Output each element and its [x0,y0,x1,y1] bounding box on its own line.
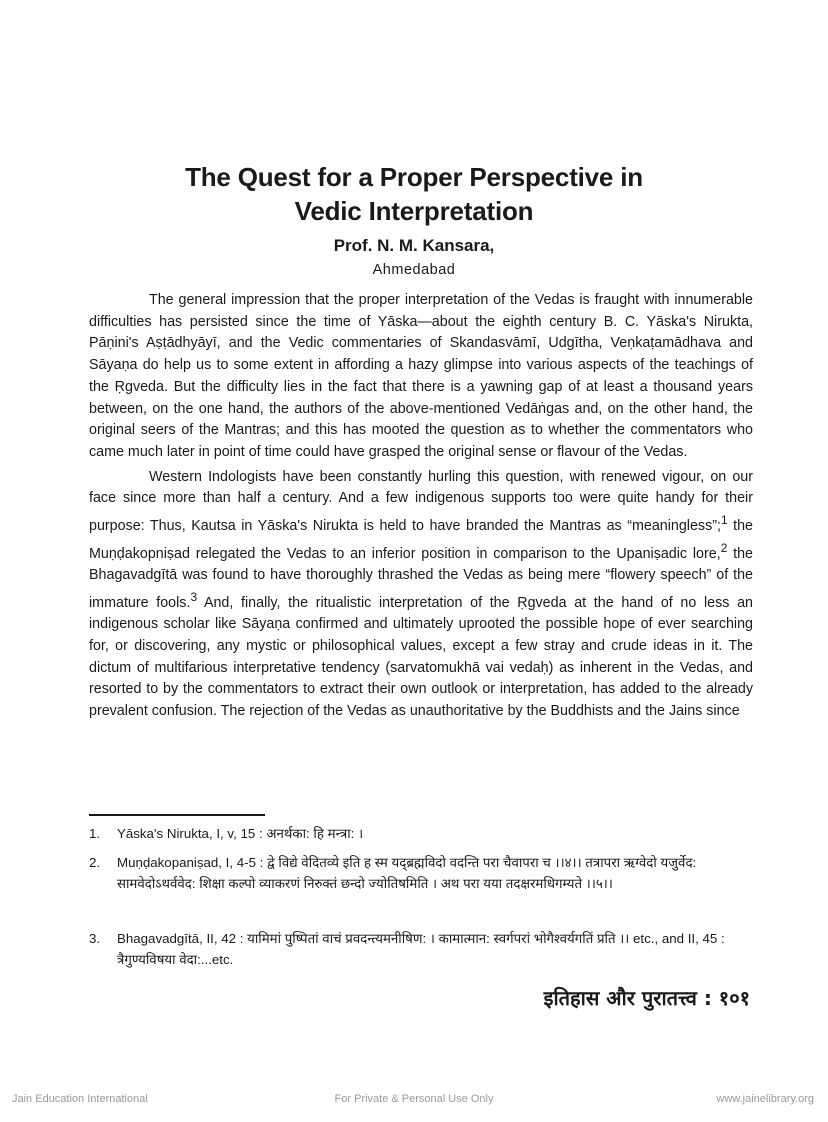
footnote-3 [89,928,753,970]
footnote-text: Muṇḍakopaniṣad, I, 4-5 : द्वे विद्ये वेदितव्ये इति ह स्म यद्ब्रह्मविदो वदन्ति परा चैवापरा च ।।४।। तत्रापरा ऋग्वेदो यजुर्वेद: सामवेदोऽथर्ववेद: शिक्षा कल्पो व्याकरणं निरुक्तं छन्दो ज्योतिषमिति । अथ परा यया तदक्षरमधिगम्यते ।।५।। [117,855,697,891]
watermark-right: www.jainelibrary.org [716,1093,814,1105]
author-name: Prof. N. M. Kansara, [333,236,495,255]
footnote-ref-2: 2 [720,540,728,555]
paragraph-2-text-c: the Bhagavadgītā was found to have thoroughly thrashed the Vedas as being mere “flowery speech” of the immature fools. [89,545,753,611]
article-body [89,290,753,723]
footnote-text: Yāska's Nirukta, I, v, 15 : अनर्थका: हि मन्त्रा: । [117,826,364,841]
footnote-text: Bhagavadgītā, II, 42 : यामिमां पुष्पितां वाचं प्रवदन्त्यमनीषिण: । कामात्मान: स्वर्गपरां भोगैश्वर्यगतिं प्रति ।। etc., and II, 45 : त्रैगुण्यविषया वेदा:...etc. [117,931,725,967]
paragraph-2-text-b: the Muṇḍakopniṣad relegated the Vedas to an inferior position in comparison to the Upaniṣadic lore, [89,517,753,562]
watermark-left: Jain Education International [12,1093,148,1105]
article-title-line-2: Vedic Interpretation [294,196,534,226]
watermark-center: For Private & Personal Use Only [334,1093,494,1105]
paragraph-2-text-a: Western Indologists have been constantly hurling this question, with renewed vigour, on our face since more than half a century. And a few indigenous supports too were quite handy for their purpose: Thus, Kautsa in Yāska's Nirukta is held to have branded the Mantras as “meaningless”; [89,468,753,534]
footnote-1 [89,823,753,844]
page-footer-title: इतिहास और पुरातत्त्व : १०१ [543,986,750,1010]
footnote-divider [89,814,265,816]
paragraph-2-text-d: And, finally, the ritualistic interpretation of the Ṛgveda at the hand of no less an indigenous scholar like Sāyaṇa confirmed and ultimately uprooted the possible hope of ever searching for, or discovering, any mystic or philosophical values, except a few stray and crude ideas in it. The dictum of multifarious interpretative tendency (sarvatomukhā vai vedaḥ) as inherent in the Vedas, and resorted to by the commentators to extract their own outlook or interpretation, has added to the already prevalent confusion. The rejection of the Vedas as unauthoritative by the Buddhists and the Jains since [89,594,753,719]
paragraph-1: The general impression that the proper interpretation of the Vedas is fraught with innumerable difficulties has persisted since the time of Yāska—about the eighth century B. C. Yāska's Nirukta, Pāṇini's Aṣṭādhyāyī, and the Vedic commentaries of Skandasvāmī, Udgītha, Veṇkaṭamādhava and Sāyaṇa do help us to some extent in affording a hazy glimpse into various aspects of the teachings of the Ṛgveda. But the difficulty lies in the fact that there is a yawning gap of at least a thousand years between, on the one hand, the authors of the above-mentioned Vedāṅgas and, on the other hand, the original seers of the Mantras; and this has mooted the question as to whether the commentators who came much later in point of time could have grasped the original sense or flavour of the Vedas. [89,292,753,460]
author-location: Ahmedabad [372,262,456,278]
footnote-ref-3: 3 [190,589,198,604]
footnote-2 [89,852,753,894]
paragraph-2 [89,467,753,723]
footnote-ref-1: 1 [720,513,728,528]
footnote-number: 3. [89,931,101,946]
footnote-number: 2. [89,855,101,870]
footnote-number: 1. [89,826,101,841]
article-title-line-1: The Quest for a Proper Perspective in [185,162,643,192]
